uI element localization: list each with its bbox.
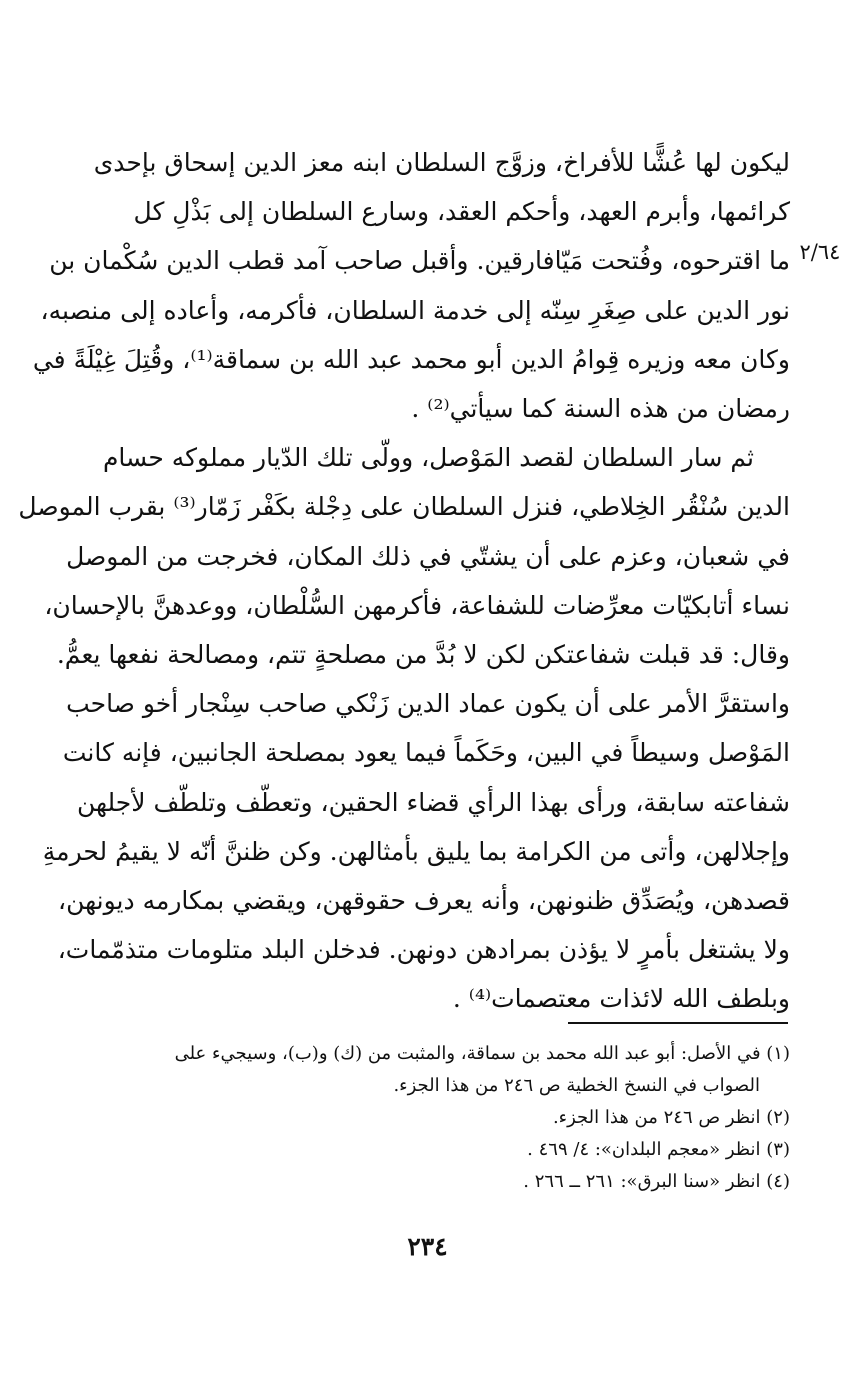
paragraph-2 — [18, 433, 790, 1023]
text-line: الدين سُنْقُر الخِلاطي، فنزل السلطان على دِجْلة بكَفْر زَمّار⁽³⁾ بقرب الموصل — [18, 492, 790, 522]
text-line: ما اقترحوه، وفُتحت مَيّافارقين. وأقبل صاحب آمد قطب الدين سُكْمان بن — [49, 246, 790, 276]
paragraph-1 — [32, 138, 790, 433]
text-line: وبلطف الله لائذات معتصمات⁽⁴⁾ . — [452, 984, 790, 1014]
text-line: رمضان من هذه السنة كما سيأتي⁽²⁾ . — [411, 394, 790, 424]
text-line: نساء أتابكيّات معرِّضات للشفاعة، فأكرمهن السُّلْطان، ووعدهنَّ بالإحسان، — [44, 590, 790, 620]
text-line: المَوْصل وسيطاً في البين، وحَكَماً فيما يعود بمصلحة الجانبين، فإنه كانت — [62, 738, 790, 768]
text-line: في شعبان، وعزم على أن يشتّي في ذلك المكان، فخرجت من الموصل — [66, 541, 790, 571]
text-line: ليكون لها عُشًّا للأفراخ، وزوَّج السلطان ابنه معز الدين إسحاق بإحدى — [93, 148, 790, 177]
footnote-divider — [568, 1022, 788, 1024]
footnote-2: (٢) انظر ص ٢٤٦ من هذا الجزء. — [552, 1107, 790, 1128]
margin-marker: ٢/٦٤ — [799, 240, 841, 264]
text-line: ثم سار السلطان لقصد المَوْصل، وولّى تلك الدّيار مملوكه حسام — [102, 443, 754, 473]
footnote-1: (١) في الأصل: أبو عبد الله محمد بن سماقة، والمثبت من (ك) و(ب)، وسيجيء على — [174, 1043, 790, 1064]
text-line: كرائمها، وأبرم العهد، وأحكم العقد، وسارع السلطان إلى بَذْلِ كل — [133, 197, 790, 227]
footnote-4: (٤) انظر «سنا البرق»: ٢٦١ ــ ٢٦٦ . — [523, 1171, 790, 1192]
text-line: ولا يشتغل بأمرٍ لا يؤذن بمرادهن دونهن. فدخلن البلد متلومات متذمّمات، — [57, 935, 790, 965]
page-number: ٢٣٤ — [407, 1232, 448, 1261]
body-text — [18, 138, 790, 1024]
text-line: واستقرَّ الأمر على أن يكون عماد الدين زَنْكي صاحب سِنْجار أخو صاحب — [66, 689, 790, 719]
footnote-1-continued: الصواب في النسخ الخطية ص ٢٤٦ من هذا الجزء. — [393, 1075, 760, 1096]
footnote-3: (٣) انظر «معجم البلدان»: ٤/ ٤٦٩ . — [527, 1139, 790, 1160]
text-line: شفاعته سابقة، ورأى بهذا الرأي قضاء الحقين، وتعطّف وتلطّف لأجلهن — [76, 787, 790, 817]
text-line: نور الدين على صِغَرِ سِنّه إلى خدمة السلطان، فأكرمه، وأعاده إلى منصبه، — [40, 295, 790, 325]
text-line: وإجلالهن، وأتى من الكرامة بما يليق بأمثالهن. وكن ظننَّ أنّه لا يقيمُ لحرمةِ — [42, 836, 790, 866]
text-line: قصدهن، ويُصَدِّق ظنونهن، وأنه يعرف حقوقهن، ويقضي بمكارمه ديونهن، — [58, 886, 790, 916]
text-line: وكان معه وزيره قِوامُ الدين أبو محمد عبد الله بن سماقة⁽¹⁾، وقُتِلَ غِيْلَةً في — [32, 344, 790, 374]
footnotes — [70, 1038, 790, 1198]
text-line: وقال: قد قبلت شفاعتكن لكن لا بُدَّ من مصلحةٍ تتم، ومصالحة نفعها يعمُّ. — [56, 640, 790, 670]
